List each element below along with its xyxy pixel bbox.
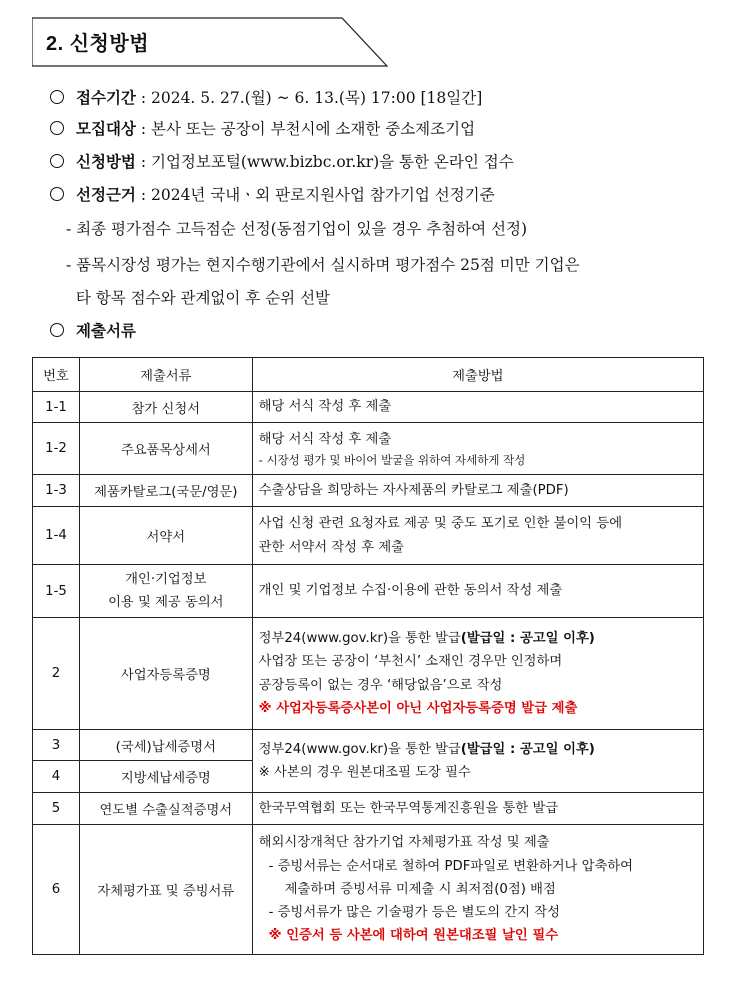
circle-bullet-icon (50, 90, 64, 104)
table-row: 1-4 서약서 사업 신청 관련 요청자료 제공 및 중도 포기로 인한 불이익 등에 관한 서약서 작성 후 제출 (33, 507, 704, 565)
table-row: 5 연도별 수출실적증명서 한국무역협회 또는 한국무역통계진흥원을 통한 발급 (33, 793, 704, 825)
table-row: 2 사업자등록증명 정부24(www.gov.kr)을 통한 발급(발급일 : 공고일 이후) 사업장 또는 공장이 ‘부천시’ 소재인 경우만 인정하며 공장등록이 없는 경우 ‘해당없음’으로 작성 ※ 사업자등록증사본이 아닌 사업자등록증명 발급 제출 (33, 618, 704, 730)
header-doc: 제출서류 (79, 358, 252, 392)
documents-table (32, 357, 704, 955)
criteria-sub-1: - 최종 평가점수 고득점순 선정(동점기업이 있을 경우 추첨하여 선정) (66, 220, 528, 238)
circle-bullet-icon (50, 323, 64, 337)
circle-bullet-icon (50, 121, 64, 135)
table-row: 3 (국세)납세증명서 정부24(www.gov.kr)을 통한 발급(발급일 : 공고일 이후) ※ 사본의 경우 원본대조필 도장 필수 (33, 730, 704, 761)
table-header-row (33, 358, 704, 392)
header-method: 제출방법 (252, 358, 703, 392)
bullet-method: 신청방법 : 기업정보포털(www.bizbc.or.kr)을 통한 온라인 접수 (50, 150, 514, 172)
section-header (32, 17, 388, 67)
table-row: 6 자체평가표 및 증빙서류 해외시장개척단 참가기업 자체평가표 작성 및 제출 - 증빙서류는 순서대로 철하여 PDF파일로 변환하거나 압축하여 제출하며 증빙서류 미제출 시 최저점(0점) 배점 - 증빙서류가 많은 기술평가 등은 별도의 간지 작성 ※ 인증서 등 사본에 대하여 원본대조필 날인 필수 (33, 825, 704, 955)
criteria-sub-3: 타 항목 점수와 관계없이 후 순위 선발 (66, 289, 331, 307)
table-row: 4 지방세납세증명 (33, 761, 704, 793)
table-row: 1-1 참가 신청서 해당 서식 작성 후 제출 (33, 392, 704, 423)
circle-bullet-icon (50, 187, 64, 201)
table-row: 1-5 개인·기업정보 이용 및 제공 동의서 개인 및 기업정보 수집·이용에 관한 동의서 작성 제출 (33, 565, 704, 618)
bullet-documents: 제출서류 (50, 319, 136, 341)
header-no: 번호 (33, 358, 80, 392)
bullet-criteria: 선정근거 : 2024년 국내ㆍ외 판로지원사업 참가기업 선정기준 (50, 183, 495, 205)
criteria-sub-2: - 품목시장성 평가는 현지수행기관에서 실시하며 평가점수 25점 미만 기업은 (66, 256, 580, 274)
circle-bullet-icon (50, 154, 64, 168)
table-row: 1-2 주요품목상세서 해당 서식 작성 후 제출 - 시장성 평가 및 바이어 발굴을 위하여 자세하게 작성 (33, 423, 704, 475)
section-title: 2. 신청방법 (46, 33, 150, 55)
table-row: 1-3 제품카탈로그(국문/영문) 수출상담을 희망하는 자사제품의 카탈로그 제출(PDF) (33, 475, 704, 507)
bullet-reception-period: 접수기간 : 2024. 5. 27.(월) ~ 6. 13.(목) 17:00 [18일간] (50, 86, 482, 108)
bullet-target: 모집대상 : 본사 또는 공장이 부천시에 소재한 중소제조기업 (50, 117, 475, 139)
